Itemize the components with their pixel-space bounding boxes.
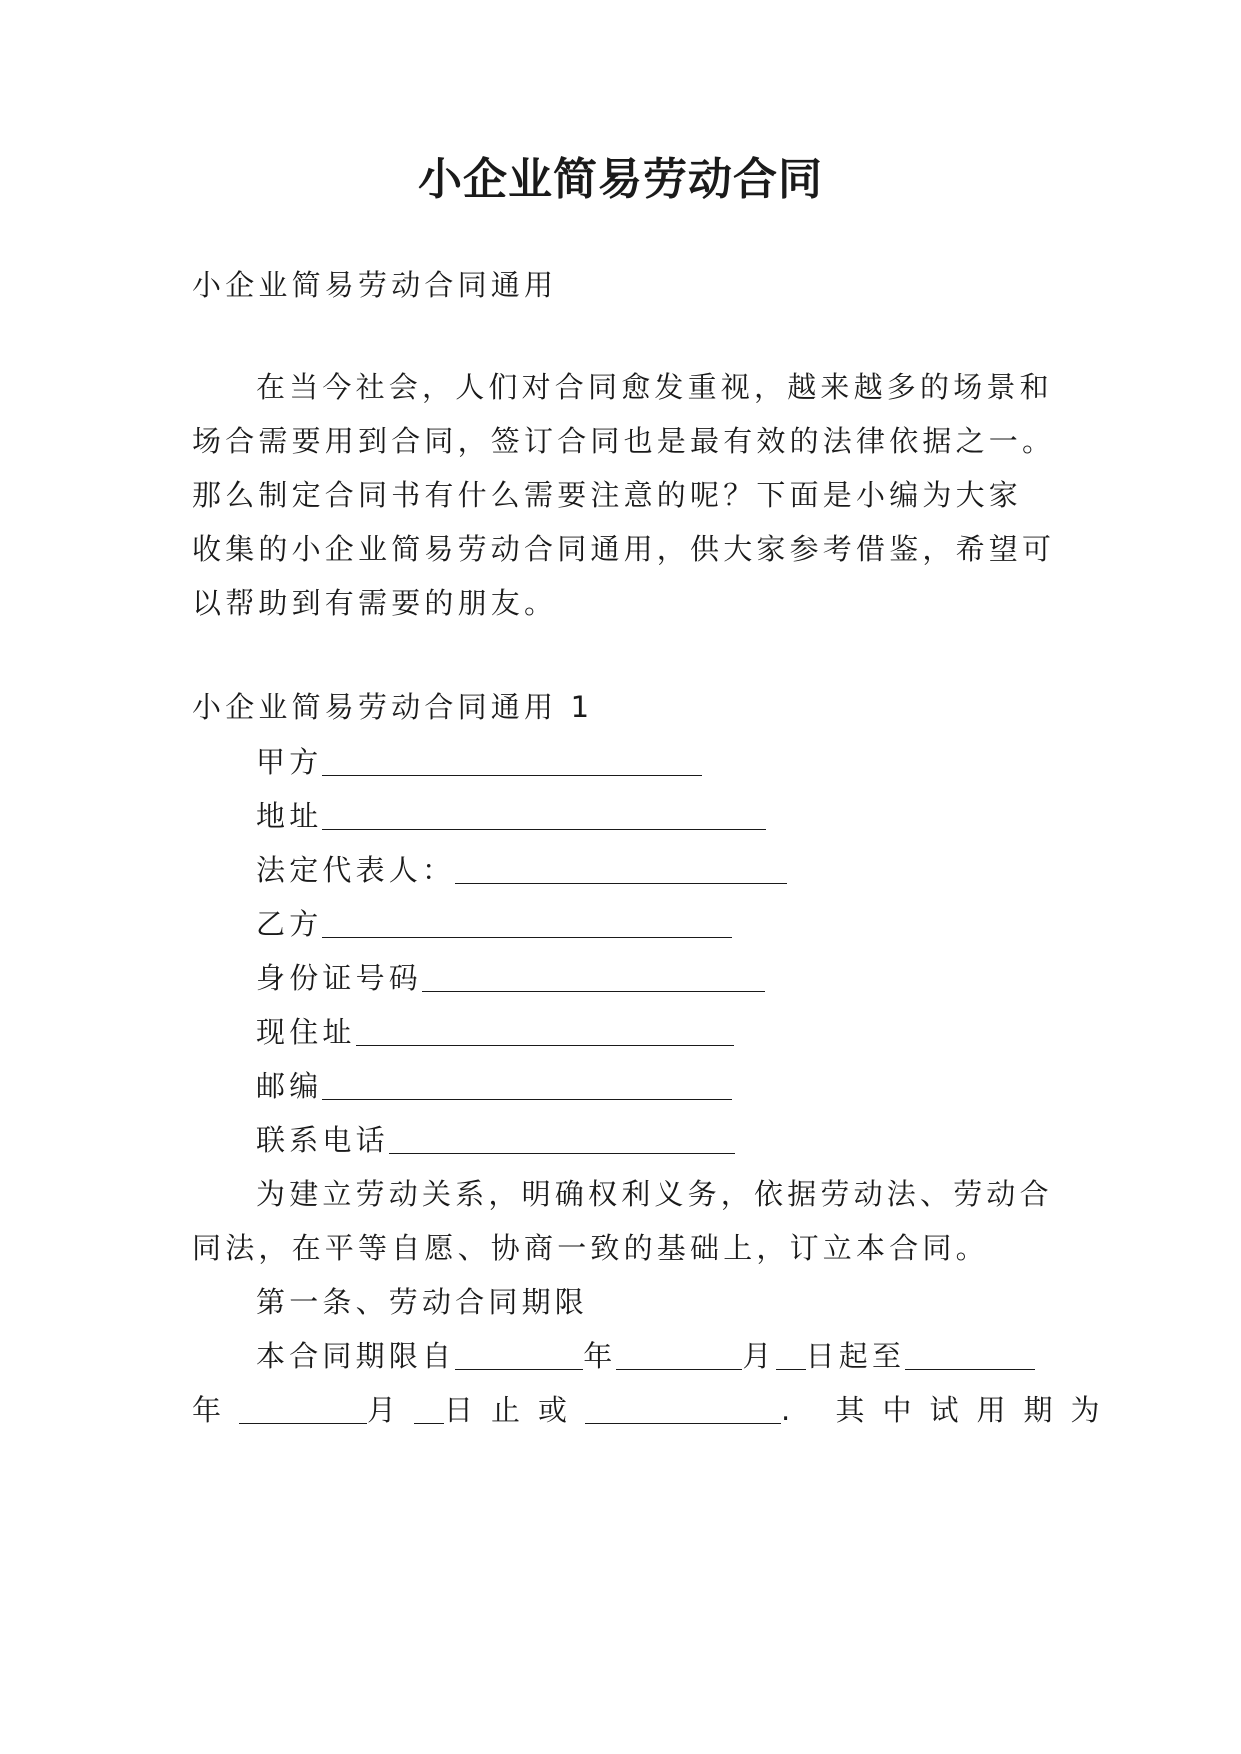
intro-line-1: 在当今社会，人们对合同愈发重视，越来越多的场景和 bbox=[256, 370, 1053, 404]
fill-blank bbox=[322, 747, 702, 776]
field-postcode bbox=[256, 1066, 732, 1106]
intro-line-5: 以帮助到有需要的朋友。 bbox=[192, 586, 558, 620]
field-legal-rep bbox=[256, 850, 787, 890]
field-phone bbox=[256, 1120, 735, 1160]
fill-blank bbox=[239, 1395, 367, 1424]
term-year: 年 bbox=[583, 1339, 617, 1373]
field-party-b bbox=[256, 904, 732, 944]
term-trial: . 其中试用期为 bbox=[781, 1393, 1118, 1427]
fill-blank bbox=[414, 1395, 444, 1424]
fill-blank bbox=[322, 1071, 732, 1100]
intro-line-3: 那么制定合同书有什么需要注意的呢？下面是小编为大家 bbox=[192, 478, 1023, 512]
fill-blank bbox=[776, 1341, 806, 1370]
field-label: 现住址 bbox=[256, 1015, 356, 1049]
field-label: 邮编 bbox=[256, 1069, 323, 1103]
article-1-term-line-1 bbox=[256, 1336, 1035, 1376]
field-label: 乙方 bbox=[256, 907, 323, 941]
fill-blank bbox=[422, 963, 765, 992]
fill-blank bbox=[616, 1341, 742, 1370]
term-lead: 本合同期限自 bbox=[256, 1339, 456, 1373]
section-heading: 小企业简易劳动合同通用 1 bbox=[192, 690, 594, 724]
preamble-line-1: 为建立劳动关系，明确权利义务，依据劳动法、劳动合 bbox=[256, 1177, 1053, 1211]
field-address bbox=[256, 796, 766, 836]
term-year: 年 bbox=[192, 1393, 240, 1427]
field-label: 联系电话 bbox=[256, 1123, 389, 1157]
fill-blank bbox=[585, 1395, 781, 1424]
field-party-a bbox=[256, 742, 702, 782]
fill-blank bbox=[905, 1341, 1035, 1370]
fill-blank bbox=[389, 1125, 735, 1154]
fill-blank bbox=[322, 909, 732, 938]
term-day-from: 日起至 bbox=[805, 1339, 906, 1373]
term-month: 月 bbox=[742, 1339, 776, 1373]
fill-blank bbox=[455, 855, 787, 884]
article-1-term-line-2 bbox=[192, 1390, 1117, 1430]
field-current-address bbox=[256, 1012, 734, 1052]
field-id-number bbox=[256, 958, 765, 998]
term-day-to: 日止或 bbox=[444, 1393, 586, 1427]
article-1-heading: 第一条、劳动合同期限 bbox=[256, 1285, 589, 1319]
document-title: 小企业简易劳动合同 bbox=[418, 154, 823, 205]
intro-line-2: 场合需要用到合同，签订合同也是最有效的法律依据之一。 bbox=[192, 424, 1056, 458]
document-subtitle: 小企业简易劳动合同通用 bbox=[192, 268, 558, 302]
field-label: 法定代表人： bbox=[256, 853, 456, 887]
preamble-line-2: 同法，在平等自愿、协商一致的基础上，订立本合同。 bbox=[192, 1231, 989, 1265]
field-label: 甲方 bbox=[256, 745, 323, 779]
fill-blank bbox=[455, 1341, 583, 1370]
field-label: 地址 bbox=[256, 799, 323, 833]
field-label: 身份证号码 bbox=[256, 961, 423, 995]
fill-blank bbox=[322, 801, 766, 830]
fill-blank bbox=[356, 1017, 734, 1046]
term-month: 月 bbox=[367, 1393, 415, 1427]
intro-line-4: 收集的小企业简易劳动合同通用，供大家参考借鉴，希望可 bbox=[192, 532, 1056, 566]
